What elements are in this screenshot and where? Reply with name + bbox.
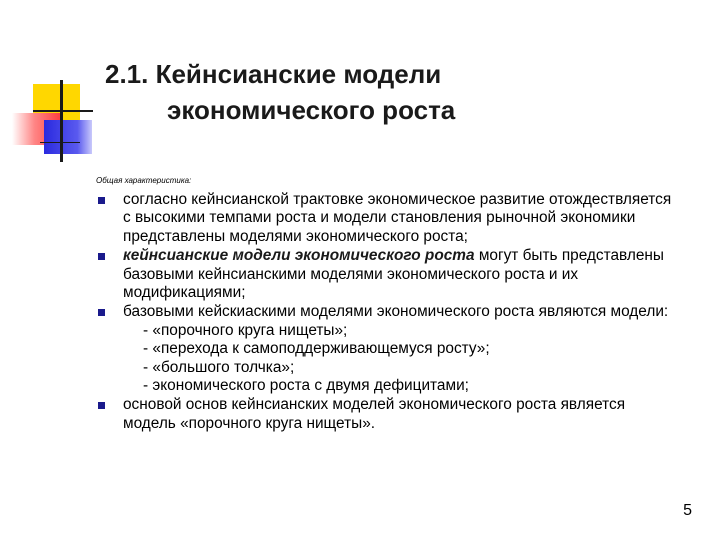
decorative-blue-square bbox=[44, 120, 92, 154]
bullet-text: согласно кейнсианской трактовке экономическое развитие отождествляется с высокими темпами роста и модели становления рыночной экономики представлены моделями экономического роста; bbox=[123, 191, 672, 245]
bullet-item bbox=[96, 303, 676, 395]
bullet-item bbox=[96, 191, 676, 246]
bullet-text: могут быть представлены базовыми кейнсианскими моделями экономического роста и их модификациями; bbox=[123, 247, 664, 302]
decorative-vertical-line bbox=[60, 80, 63, 162]
section-subtitle: Общая характеристика: bbox=[96, 176, 192, 185]
slide-title-line2: экономического роста bbox=[167, 95, 456, 125]
square-bullet-icon bbox=[98, 253, 105, 260]
sub-item: - «большого толчка»; bbox=[143, 358, 295, 376]
square-bullet-icon bbox=[98, 309, 105, 316]
square-bullet-icon bbox=[98, 402, 105, 409]
slide-title-line1: 2.1. Кейнсианские модели bbox=[105, 59, 442, 89]
page-number: 5 bbox=[683, 502, 692, 519]
bullet-text: основой основ кейнсианских моделей экономического роста является модель «порочного круга нищеты». bbox=[123, 396, 626, 432]
sub-item: - «перехода к самоподдерживающемуся росту»; bbox=[143, 340, 490, 358]
square-bullet-icon bbox=[98, 197, 105, 204]
bullet-list bbox=[96, 191, 676, 434]
decorative-horizontal-line-lower bbox=[40, 142, 80, 143]
bullet-item bbox=[96, 396, 676, 433]
decorative-horizontal-line bbox=[33, 110, 93, 112]
bullet-item bbox=[96, 247, 676, 302]
slide-title bbox=[105, 56, 665, 128]
sub-item: - «порочного круга нищеты»; bbox=[143, 321, 348, 339]
bullet-text: базовыми кейскиаскими моделями экономического роста являются модели: bbox=[123, 303, 669, 321]
bullet-emphasis: кейнсианские модели экономического роста bbox=[123, 247, 475, 265]
sub-item: - экономического роста с двумя дефицитами; bbox=[143, 377, 469, 395]
